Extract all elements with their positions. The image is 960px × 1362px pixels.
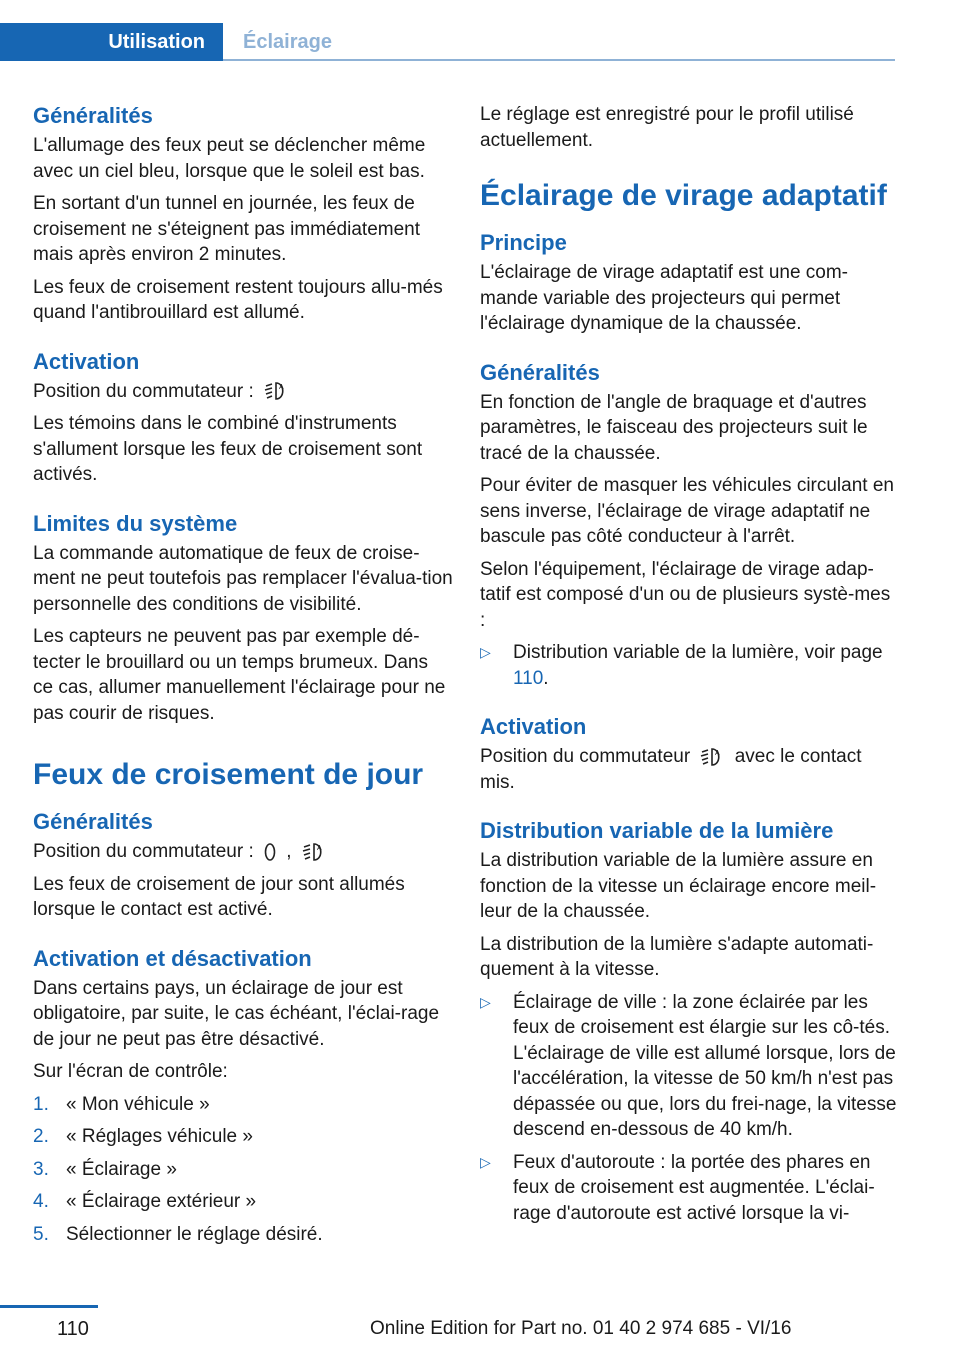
header-chapter-tab: Éclairage bbox=[243, 30, 332, 53]
heading-generalites: Généralités bbox=[33, 103, 153, 128]
step-text: « Réglages véhicule » bbox=[66, 1126, 253, 1147]
step-number: 1. bbox=[33, 1093, 49, 1115]
paragraph: Pour éviter de masquer les véhicules circulant en sens inverse, l'éclairage de virage adaptatif ne bascule pas côté conducteur à l'arrêt. bbox=[480, 475, 894, 547]
triangle-bullet-icon: ▷ bbox=[480, 644, 491, 660]
list-item bbox=[480, 640, 900, 691]
paragraph: Selon l'équipement, l'éclairage de virage adap‐tatif est composé d'un ou de plusieurs systè‐mes : bbox=[480, 558, 891, 631]
heading-distribution-variable: Distribution variable de la lumière bbox=[480, 818, 834, 843]
paragraph-text: Position du commutateur bbox=[480, 746, 691, 767]
low-beam-auto-icon bbox=[699, 746, 725, 768]
heading-activation: Activation bbox=[33, 348, 140, 374]
list-text-end: . bbox=[543, 667, 549, 689]
svg-text:A: A bbox=[279, 384, 284, 392]
paragraph-text: avec le contact mis. bbox=[480, 746, 862, 793]
step-text: « Éclairage » bbox=[66, 1158, 177, 1180]
triangle-bullet-icon: ▷ bbox=[480, 993, 491, 1010]
step-text: Sélectionner le réglage désiré. bbox=[66, 1223, 323, 1245]
low-beam-auto-icon bbox=[263, 380, 289, 402]
paragraph: L'éclairage de virage adaptatif est une com‐mande variable des projecteurs qui permet l'éclairage dynamique de la chaussée. bbox=[480, 262, 849, 334]
paragraph: Les témoins dans le combiné d'instruments s'allument lorsque les feux de croisement sont activés. bbox=[33, 413, 423, 485]
heading-eclairage-virage: Éclairage de virage adaptatif bbox=[480, 179, 887, 212]
steps-list bbox=[33, 1092, 453, 1248]
page-number: 110 bbox=[57, 1318, 89, 1340]
page-link[interactable]: 110 bbox=[513, 667, 544, 689]
step-text: « Mon véhicule » bbox=[66, 1093, 210, 1115]
list-item bbox=[33, 1189, 453, 1215]
low-beam-auto-icon bbox=[301, 841, 327, 863]
paragraph-switch-position bbox=[33, 379, 453, 405]
step-number: 4. bbox=[33, 1191, 49, 1212]
step-number: 2. bbox=[33, 1126, 49, 1147]
paragraph: Sur l'écran de contrôle: bbox=[33, 1061, 228, 1082]
paragraph: La distribution de la lumière s'adapte automati‐quement à la vitesse. bbox=[480, 933, 874, 980]
paragraph: Les feux de croisement de jour sont allumés lorsque le contact est activé. bbox=[33, 873, 405, 920]
svg-text:A: A bbox=[715, 749, 721, 757]
heading-generalites-2: Généralités bbox=[33, 809, 153, 834]
heading-feux-jour: Feux de croisement de jour bbox=[33, 758, 424, 791]
list-item-text bbox=[513, 640, 900, 691]
zero-position-icon bbox=[263, 841, 277, 863]
paragraph-text: Position du commutateur : bbox=[33, 380, 254, 402]
paragraph-switch-position-3 bbox=[480, 744, 900, 795]
list-item bbox=[33, 1222, 453, 1248]
heading-activation-desactivation: Activation et désactivation bbox=[33, 945, 312, 971]
step-text: « Éclairage extérieur » bbox=[66, 1191, 257, 1212]
paragraph: Les feux de croisement restent toujours allu‐més quand l'antibrouillard est allumé. bbox=[33, 276, 443, 323]
triangle-bullet-icon: ▷ bbox=[480, 1153, 491, 1170]
paragraph: Le réglage est enregistré pour le profil utilisé actuellement. bbox=[480, 104, 854, 151]
header-rule bbox=[223, 59, 895, 61]
paragraph-switch-position-2 bbox=[33, 839, 453, 865]
list-item-text: Éclairage de ville : la zone éclairée par les feux de croisement est élargie sur les cô‐tés. L'éclairage de ville est allumé lorsque, lors de l'accélération, la vitesse de 50 km/h n'est pas dépassée ou que, lors du frei‐nage, la vitesse descend en-dessous de 40 km/h. bbox=[513, 991, 897, 1140]
page-header bbox=[0, 23, 895, 61]
paragraph: La distribution variable de la lumière assure en fonction de la vitesse un éclairage encore meil‐leur de la chaussée. bbox=[480, 850, 877, 922]
paragraph: En fonction de l'angle de braquage et d'autres paramètres, le faisceau des projecteurs suit le tracé de la chaussée. bbox=[480, 391, 868, 464]
paragraph: L'allumage des feux peut se déclencher même avec un ciel bleu, lorsque que le soleil est bas. bbox=[33, 135, 426, 182]
separator: , bbox=[286, 841, 292, 862]
paragraph: En sortant d'un tunnel en journée, les feux de croisement ne s'éteignent pas immédiatement mais après environ 2 minutes. bbox=[33, 193, 420, 265]
paragraph-text: Position du commutateur : bbox=[33, 841, 254, 862]
list-item bbox=[480, 990, 900, 1143]
step-number: 5. bbox=[33, 1223, 49, 1245]
heading-principe: Principe bbox=[480, 230, 567, 255]
heading-generalites-3: Généralités bbox=[480, 359, 600, 385]
paragraph: Dans certains pays, un éclairage de jour est obligatoire, par suite, le cas échéant, l'éclai‐rage de jour ne peut pas être désactivé. bbox=[33, 977, 440, 1050]
right-column bbox=[480, 102, 900, 1233]
systems-list bbox=[480, 640, 900, 691]
modes-list bbox=[480, 990, 900, 1227]
paragraph: Les capteurs ne peuvent pas par exemple dé‐tecter le brouillard ou un temps brumeux. Dans ce cas, allumer manuellement l'éclairage pour ne pas courir de risques. bbox=[33, 626, 446, 724]
list-item bbox=[33, 1092, 453, 1118]
list-text: Distribution variable de la lumière, voir page bbox=[513, 642, 883, 663]
heading-activation-2: Activation bbox=[480, 714, 587, 739]
paragraph: La commande automatique de feux de croise‐ment ne peut toutefois pas remplacer l'évalua‐tion personnelle des conditions de visibilité. bbox=[33, 542, 453, 615]
footer-rule bbox=[0, 1305, 98, 1308]
svg-text:A: A bbox=[316, 844, 322, 852]
header-section-tab: Utilisation bbox=[0, 23, 223, 61]
heading-limites: Limites du système bbox=[33, 510, 238, 536]
left-column bbox=[33, 102, 453, 1254]
list-item bbox=[480, 1150, 900, 1227]
list-item bbox=[33, 1124, 453, 1150]
list-item-text: Feux d'autoroute : la portée des phares en feux de croisement est augmentée. L'éclai‐rage d'autoroute est activé lorsque la vi‐ bbox=[513, 1151, 875, 1224]
step-number: 3. bbox=[33, 1158, 49, 1180]
list-item bbox=[33, 1157, 453, 1183]
edition-note: Online Edition for Part no. 01 40 2 974 685 - VI/16 bbox=[370, 1318, 792, 1339]
